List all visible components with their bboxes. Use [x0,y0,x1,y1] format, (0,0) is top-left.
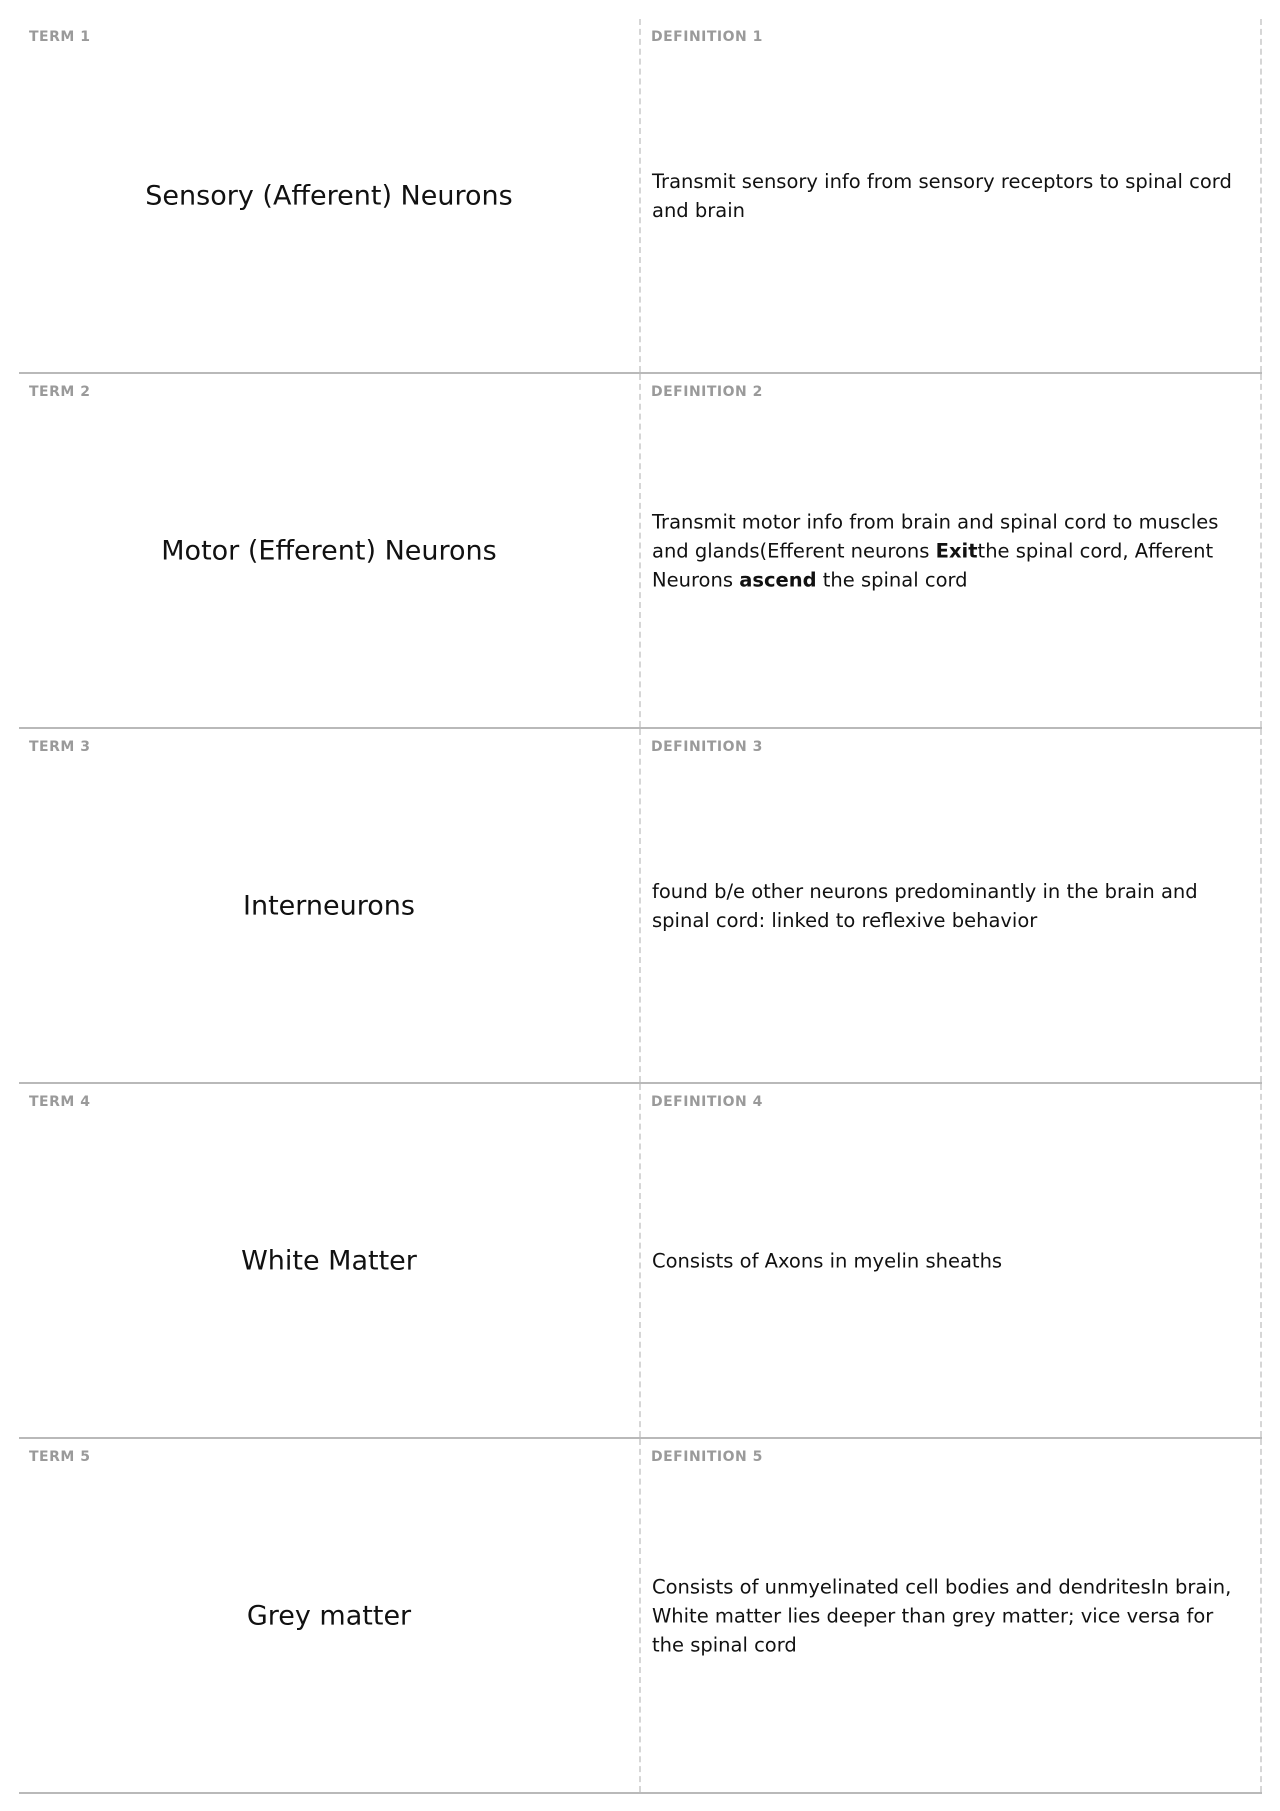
term-label: TERM 1 [29,29,91,45]
definition-label: DEFINITION 2 [651,384,763,400]
term-cell [19,19,641,372]
definition-label: DEFINITION 3 [651,739,763,755]
definition-label: DEFINITION 1 [651,29,763,45]
term-label: TERM 5 [29,1449,91,1465]
term-text: Motor (Efferent) Neurons [161,535,497,566]
term-label: TERM 3 [29,739,91,755]
definition-text: found b/e other neurons predominantly in the brain and spinal cord: linked to reflexive behavior [652,879,1198,932]
definition-label: DEFINITION 4 [651,1094,763,1110]
flashcard-sheet [19,19,1262,1794]
definition-text: Consists of unmyelinated cell bodies and dendritesIn brain, White matter lies deeper than grey matter; vice versa for the spinal cord [652,1575,1232,1656]
definition-cell [641,1439,1262,1792]
definition-cell [641,374,1262,727]
definition-text: Transmit sensory info from sensory receptors to spinal cord and brain [652,169,1232,222]
flashcard-row-3 [19,729,1262,1084]
flashcard-row-2 [19,374,1262,729]
term-cell [19,1439,641,1792]
definition-cell [641,1084,1262,1437]
flashcard-row-1 [19,19,1262,374]
definition-text: Consists of Axons in myelin sheaths [652,1249,1003,1272]
definition-text-part: the spinal cord, Afferent Neurons [652,539,1214,591]
flashcard-row-5 [19,1439,1262,1794]
term-cell [19,374,641,727]
definition-text-part: Transmit motor info from brain and spinal cord to muscles and glands(Efferent neurons [652,510,1219,562]
term-text: White Matter [241,1245,417,1276]
term-text: Sensory (Afferent) Neurons [145,180,513,211]
definition-label: DEFINITION 5 [651,1449,763,1465]
term-label: TERM 2 [29,384,91,400]
definition-text [652,507,1250,594]
definition-text-part: the spinal cord [816,568,968,591]
term-text: Interneurons [243,890,415,921]
definition-bold-ascend: ascend [739,568,817,591]
term-cell [19,1084,641,1437]
definition-cell [641,19,1262,372]
term-label: TERM 4 [29,1094,91,1110]
definition-cell [641,729,1262,1082]
term-cell [19,729,641,1082]
term-text: Grey matter [246,1600,412,1631]
definition-bold-exit: Exit [935,539,978,562]
flashcard-row-4 [19,1084,1262,1439]
